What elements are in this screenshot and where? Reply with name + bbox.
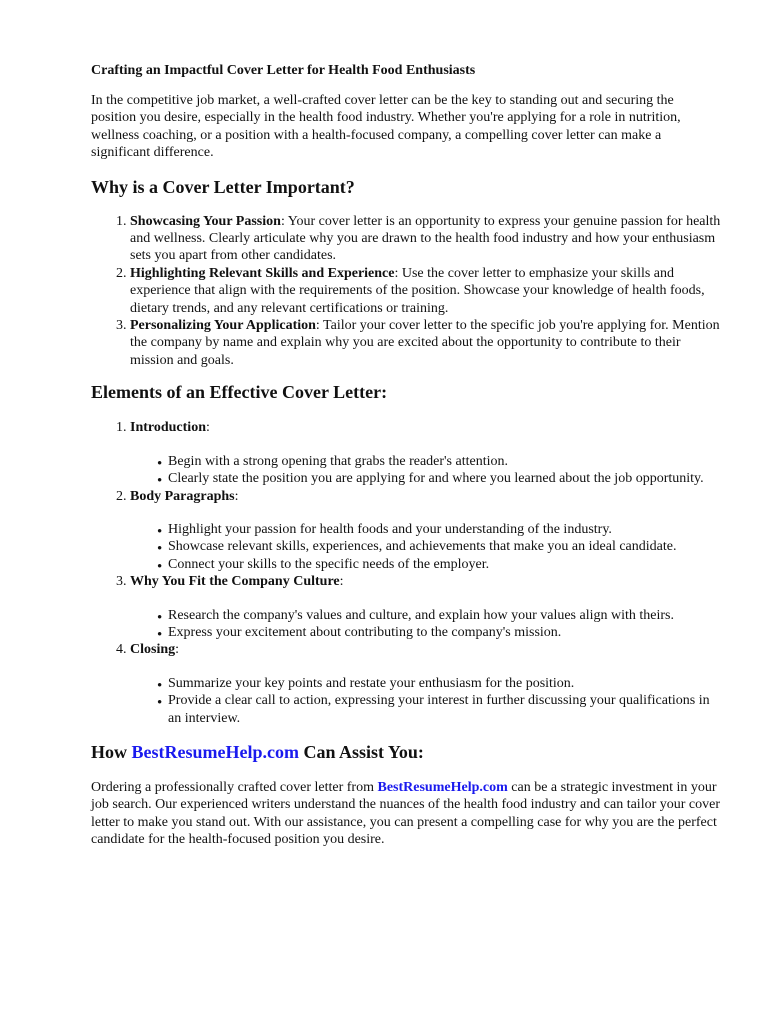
assist-heading-post: Can Assist You: [298, 741, 424, 762]
why-item-term: Personalizing Your Application [130, 318, 316, 334]
company-culture-bullets [130, 607, 721, 642]
list-item: • Express your excitement about contributing to the company's mission. [168, 624, 721, 641]
elements-item-sep: : [339, 574, 344, 590]
elements-item-term: Closing [130, 642, 176, 658]
elements-item-sep: : [175, 642, 180, 658]
why-item-sep: : [280, 213, 285, 229]
elements-item-term: Why You Fit the Company Culture [130, 574, 340, 590]
elements-item-body-paragraphs [130, 488, 721, 574]
why-item-personalizing [130, 317, 721, 369]
elements-item-term: Body Paragraphs [130, 488, 235, 504]
elements-heading: Elements of an Effective Cover Letter: [91, 382, 388, 403]
list-item: • Clearly state the position you are applying for and where you learned about the job opportunity. [168, 470, 721, 487]
list-item: • Research the company's values and culture, and explain how your values align with theirs. [168, 607, 721, 624]
bestresumehelp-heading-link[interactable]: BestResumeHelp.com [131, 741, 299, 762]
why-item-term: Showcasing Your Passion [130, 213, 281, 229]
why-item-text: Tailor your cover letter to the specific job you're applying for. Mention the company by name and explain why you are excited about the opportunity to contribute to their mission and goals. [130, 318, 720, 368]
why-item-text: Your cover letter is an opportunity to express your genuine passion for health and wellness. Clearly articulate why you are drawn to the health food industry and how your enthusiasm sets you apart from other candidates. [130, 213, 721, 264]
list-item: • Summarize your key points and restate your enthusiasm for the position. [168, 675, 721, 692]
closing-bullets [130, 675, 721, 727]
list-item: • Connect your skills to the specific needs of the employer. [168, 556, 721, 573]
body-paragraphs-bullets [130, 521, 721, 573]
introduction-bullets [130, 453, 721, 488]
list-item: • Highlight your passion for health foods and your understanding of the industry. [168, 521, 721, 538]
document-body [91, 62, 721, 849]
list-item: • Begin with a strong opening that grabs the reader's attention. [168, 453, 721, 470]
assist-paragraph [91, 779, 721, 849]
why-item-text: Use the cover letter to emphasize your skills and experience that align with the requirements of the position. Showcase your knowledge of health foods, dietary trends, and any relevant certifications or training. [130, 265, 705, 316]
elements-item-term: Introduction [130, 420, 206, 436]
why-item-passion [130, 213, 721, 265]
why-item-term: Highlighting Relevant Skills and Experience [130, 265, 395, 281]
assist-heading-pre: How [91, 741, 132, 762]
document-title: Crafting an Impactful Cover Letter for Health Food Enthusiasts [91, 63, 476, 78]
assist-heading [91, 741, 721, 763]
intro-paragraph: In the competitive job market, a well-crafted cover letter can be the key to standing out and securing the position you desire, especially in the health food industry. Whether you're applying for a role in nutrition, wellness coaching, or a position with a health-focused company, a compelling cover letter can make a significant difference. [91, 93, 681, 161]
assist-para-post: can be a strategic investment in your job search. Our experienced writers understand the nuances of the health food industry and can tailor your cover letter to make you stand out. With our assistance, you can present a compelling case for why you are the perfect candidate for the health-focused position you desire. [91, 779, 720, 848]
bestresumehelp-link[interactable]: BestResumeHelp.com [377, 779, 508, 795]
list-item: • Showcase relevant skills, experiences, and achievements that make you an ideal candidate. [168, 538, 721, 555]
elements-item-sep: : [234, 488, 239, 504]
elements-item-closing [130, 641, 721, 727]
why-item-sep: : [315, 318, 320, 334]
why-list [91, 213, 721, 370]
assist-para-pre: Ordering a professionally crafted cover letter from [91, 779, 378, 795]
elements-item-sep: : [205, 420, 210, 436]
list-item: • Provide a clear call to action, expressing your interest in further discussing your qualifications in an interview. [168, 692, 721, 727]
why-item-sep: : [394, 265, 399, 281]
why-item-skills [130, 265, 721, 317]
elements-item-company-culture [130, 573, 721, 641]
elements-item-introduction [130, 419, 721, 487]
why-heading: Why is a Cover Letter Important? [91, 176, 355, 197]
elements-list [91, 419, 721, 727]
